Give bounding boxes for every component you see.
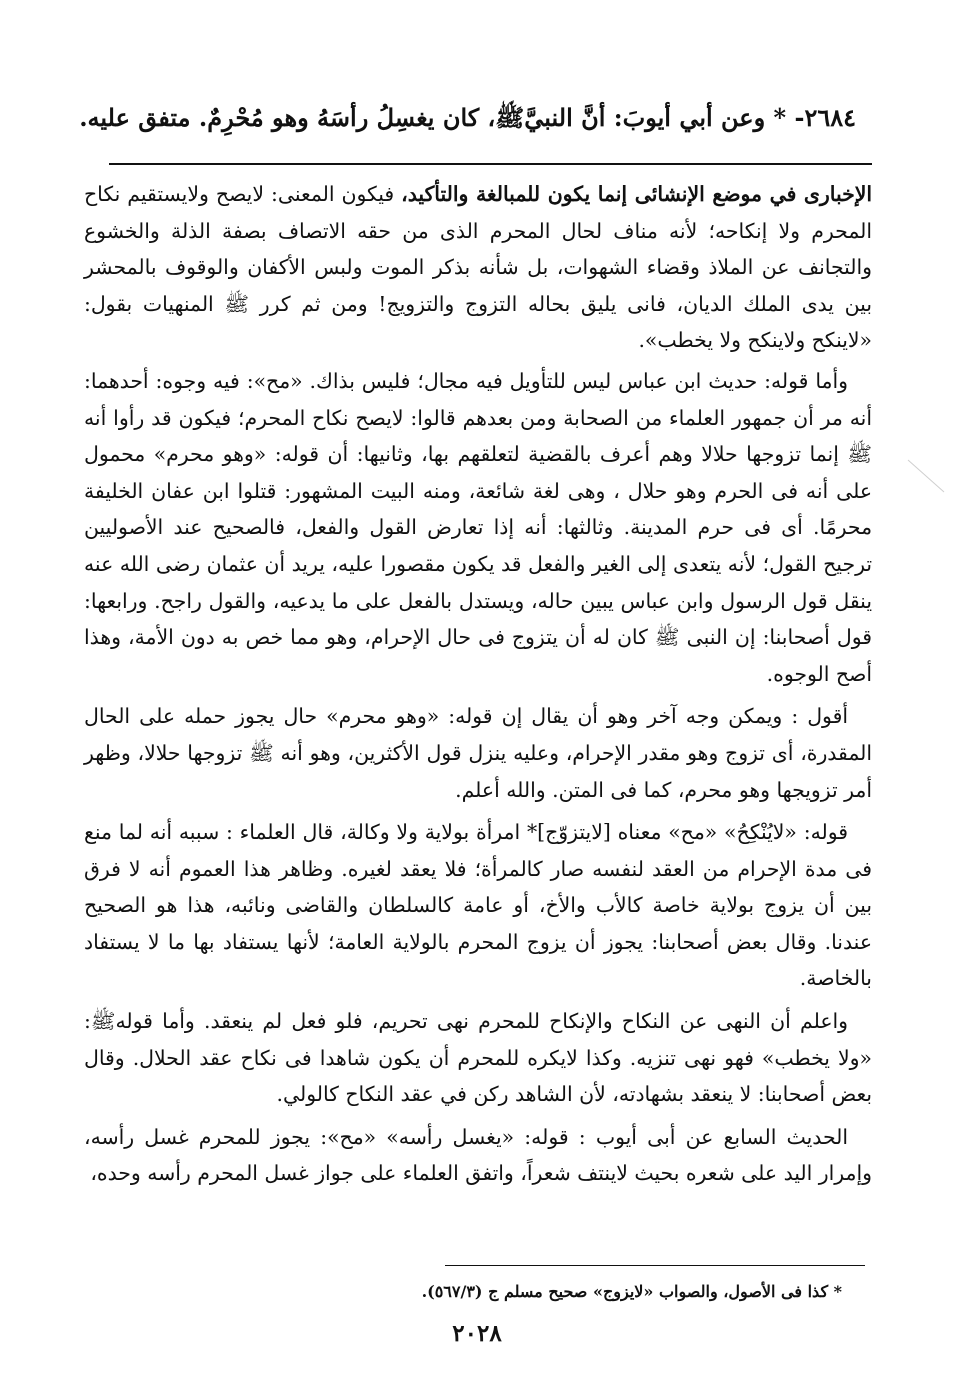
commentary-paragraph: واعلم أن النهى عن النكاح والإنكاح للمحرم نهى تحريم، فلو فعل لم ينعقد. وأما قولهﷺ: «ولا يخطب» فهو نهى تنزيه. وكذا لايكره للمحرم أن يكون شاهدا فى نكاح عقد الحلال. وقال بعض أصحابنا: لا ينعقد بشهادته، لأن الشاهد ركن في عقد النكاح كالولي. xyxy=(84,1009,872,1107)
commentary-paragraph: قوله: «لايُنْكِحُ» «مح» معناه [لايتزوّج]* امرأة بولاية ولا وكالة، قال العلماء : سببه أنه لما منع فى مدة الإحرام من العقد لنفسه صار كالمرأة؛ فلا يعقد لغيره. وظاهر هذا العموم أنه لا فرق بين أن يزوج بولاية خاصة كالأب والأخ، أو عامة كالسلطان والقاضى ونائبه، هذا هو الصحيح عندنا. وقال بعض أصحابنا: يجوز أن يزوج المحرم بالولاية العامة؛ لأنها يستفاد بها ما لا يستفاد بالخاصة. xyxy=(84,820,872,991)
header-divider xyxy=(109,163,872,165)
commentary-paragraph xyxy=(84,176,872,359)
commentary-paragraph: الحديث السابع عن أبى أيوب : قوله: «يغسل رأسه» «مح»: يجوز للمحرم غسل رأسه، وإمرار اليد على شعره بحيث لاينتف شعراً، واتفق العلماء على جواز غسل المحرم رأسه وحده، xyxy=(84,1124,872,1186)
commentary-paragraph: وأما قوله: حديث ابن عباس ليس للتأويل فيه مجال؛ فليس بذاك. «مح»: فيه وجوه: أحدهما: أنه مر أن جمهور العلماء من الصحابة ومن بعدهم قالوا: لايصح نكاح المحرم؛ فيكون قد رأوا أنه ﷺ إنما تزوجها حلالا وهم أعرف بالقضية لتعلقهم بها، وثانيها: أن قوله: «وهو محرم» محمول على أنه فى الحرم وهو حلال ، وهى لغة شائعة، ومنه البيت المشهور: قتلوا ابن عفان الخليفة محرمًا. أى فى حرم المدينة. وثالثها: أنه إذا تعارض القول والفعل، فالصحيح عند الأصوليين ترجيح القول؛ لأنه يتعدى إلى الغير والفعل قد يكون مقصورا عليه، يريد أن عثمان رضى الله عنه ينقل قول الرسول وابن عباس يبين حاله، ويستدل بالفعل على ما يدعيه، والقول راجح. ورابعها: قول أصحابنا: إن النبى ﷺ كان له أن يتزوج فى حال الإحرام، وهو مما خص به دون الأمة، وهذا أصح الوجوه. xyxy=(84,368,872,686)
page-number: ٢٠٢٨ xyxy=(452,1320,502,1347)
commentary-body xyxy=(84,176,872,1198)
footnote: * كذا فى الأصول، والصواب «لايزوج» صحيح مسلم ج (٥٦٧/٣). xyxy=(421,1282,842,1301)
hadith-header: ٢٦٨٤- * وعن أبي أيوبَ: أنَّ النبيَّﷺ، كان يغسِلُ رأسَهُ وهو مُحْرِمٌ. متفق عليه. xyxy=(79,103,856,132)
commentary-paragraph: أقول : ويمكن وجه آخر وهو أن يقال إن قوله: «وهو محرم» حال يجوز حمله على الحال المقدرة، أى تزوج وهو مقدر الإحرام، وعليه ينزل قول الأكثرين، وهو أنه ﷺ تزوجها حلالا، وظهر أمر تزويجها وهو محرم، كما فى المتن. والله أعلم. xyxy=(84,704,872,802)
footnote-divider xyxy=(445,1265,865,1266)
margin-mark-icon xyxy=(906,458,946,494)
commentary-bold-lead: الإخبارى في موضع الإنشائى إنما يكون للمبالغة والتأكيد، xyxy=(401,182,872,206)
commentary-paragraph-text: فيكون المعنى: لايصح ولايستقيم نكاح المحرم ولا إنكاحه؛ لأنه مناف لحال المحرم الذى من حقه الاتصاف بصفة الذلة والخشوع والتجانف عن الملاذ وقضاء الشهوات، بل شأنه بذكر الموت ولبس الأكفان والوقوف بالمحشر بين يدى الملك الديان، فانى يليق بحاله التزوج والتزويج! ومن ثم كرر ﷺ المنهيات بقول: «لاينكح ولاينكح ولا يخطب». xyxy=(84,182,872,353)
